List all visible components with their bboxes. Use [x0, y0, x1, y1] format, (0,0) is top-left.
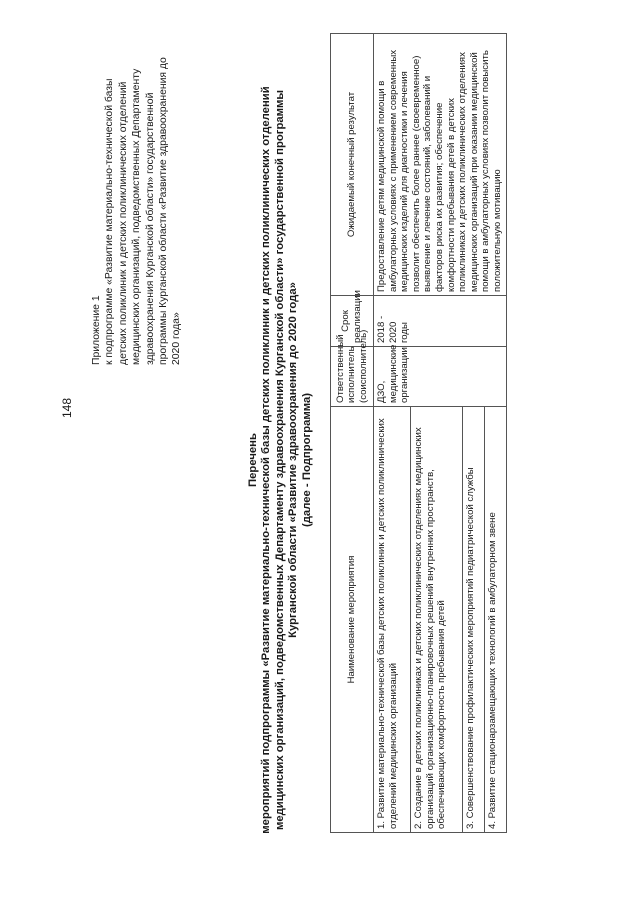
table-header-row — [331, 34, 374, 833]
title-heading: Перечень — [247, 433, 259, 487]
header-name: Наименование мероприятия — [331, 407, 374, 833]
result-text: Предоставление детям медицинской помощи в амбулаторных условиях с применением современных медицинских изделий для диагностики и лечения позволит обеспечить более раннее (своевременное) выявление и лечение состояний, заболеваний и факторов риска их развития; обеспечение комфортности пребывания детей в детских поликлиниках и детских поликлинических отделениях медицинских организаций при оказании медицинской помощи в амбулаторных условиях позволит повысить положительную мотивацию — [376, 49, 503, 292]
measure-name: 2. Создание в детских поликлиниках и детских поликлинических отделениях медицинских организаций организационно-планировочных решений внутренних пространств, обеспечивающих комфортность пребывания детей — [410, 407, 462, 833]
header-executor: Ответственный исполнитель (соисполнитель) — [331, 347, 374, 407]
title-subprogram: мероприятий подпрограммы «Развитие материально-технической базы детских поликлиник и детских поликлинических отделений медицинских организаций, подведомственных Департаменту здравоохранения Курганской области» государственной программы Курганской области «Развитие здравоохранения до 2020 года» — [260, 86, 300, 834]
measure-name: 3. Совершенствование профилактических мероприятий педиатрической службы — [463, 407, 485, 833]
measure-name: 1. Развитие материально-технической базы детских поликлиник и детских поликлинических отделений медицинских организаций — [374, 407, 411, 833]
measures-table — [330, 33, 507, 833]
result-cell — [374, 34, 507, 296]
header-term: Срок реализации — [331, 296, 374, 347]
title-abbreviation: (далее - Подпрограмма) — [300, 393, 313, 528]
table-row — [374, 34, 411, 833]
term-cell: 2018 - 2020 годы — [374, 296, 507, 347]
document-title — [247, 75, 314, 845]
appendix-note — [90, 40, 184, 365]
header-result: Ожидаемый конечный результат — [331, 34, 374, 296]
executor-cell: ДЗО, медицинские организации — [374, 347, 507, 407]
appendix-label: Приложение 1 — [91, 295, 102, 365]
appendix-text: к подпрограмме «Развитие материально-технической базы детских поликлиник и детских поликлинических отделений медицинских организаций, подведомственных Департаменту здравоохранения Курганской области» государственной программы Курганской области «Развитие здравоохранения до 2020 года» — [104, 57, 183, 365]
page-number: 148 — [60, 397, 74, 418]
measure-name: 4. Развитие стационарзамещающих технологий в амбулаторном звене — [484, 407, 506, 833]
